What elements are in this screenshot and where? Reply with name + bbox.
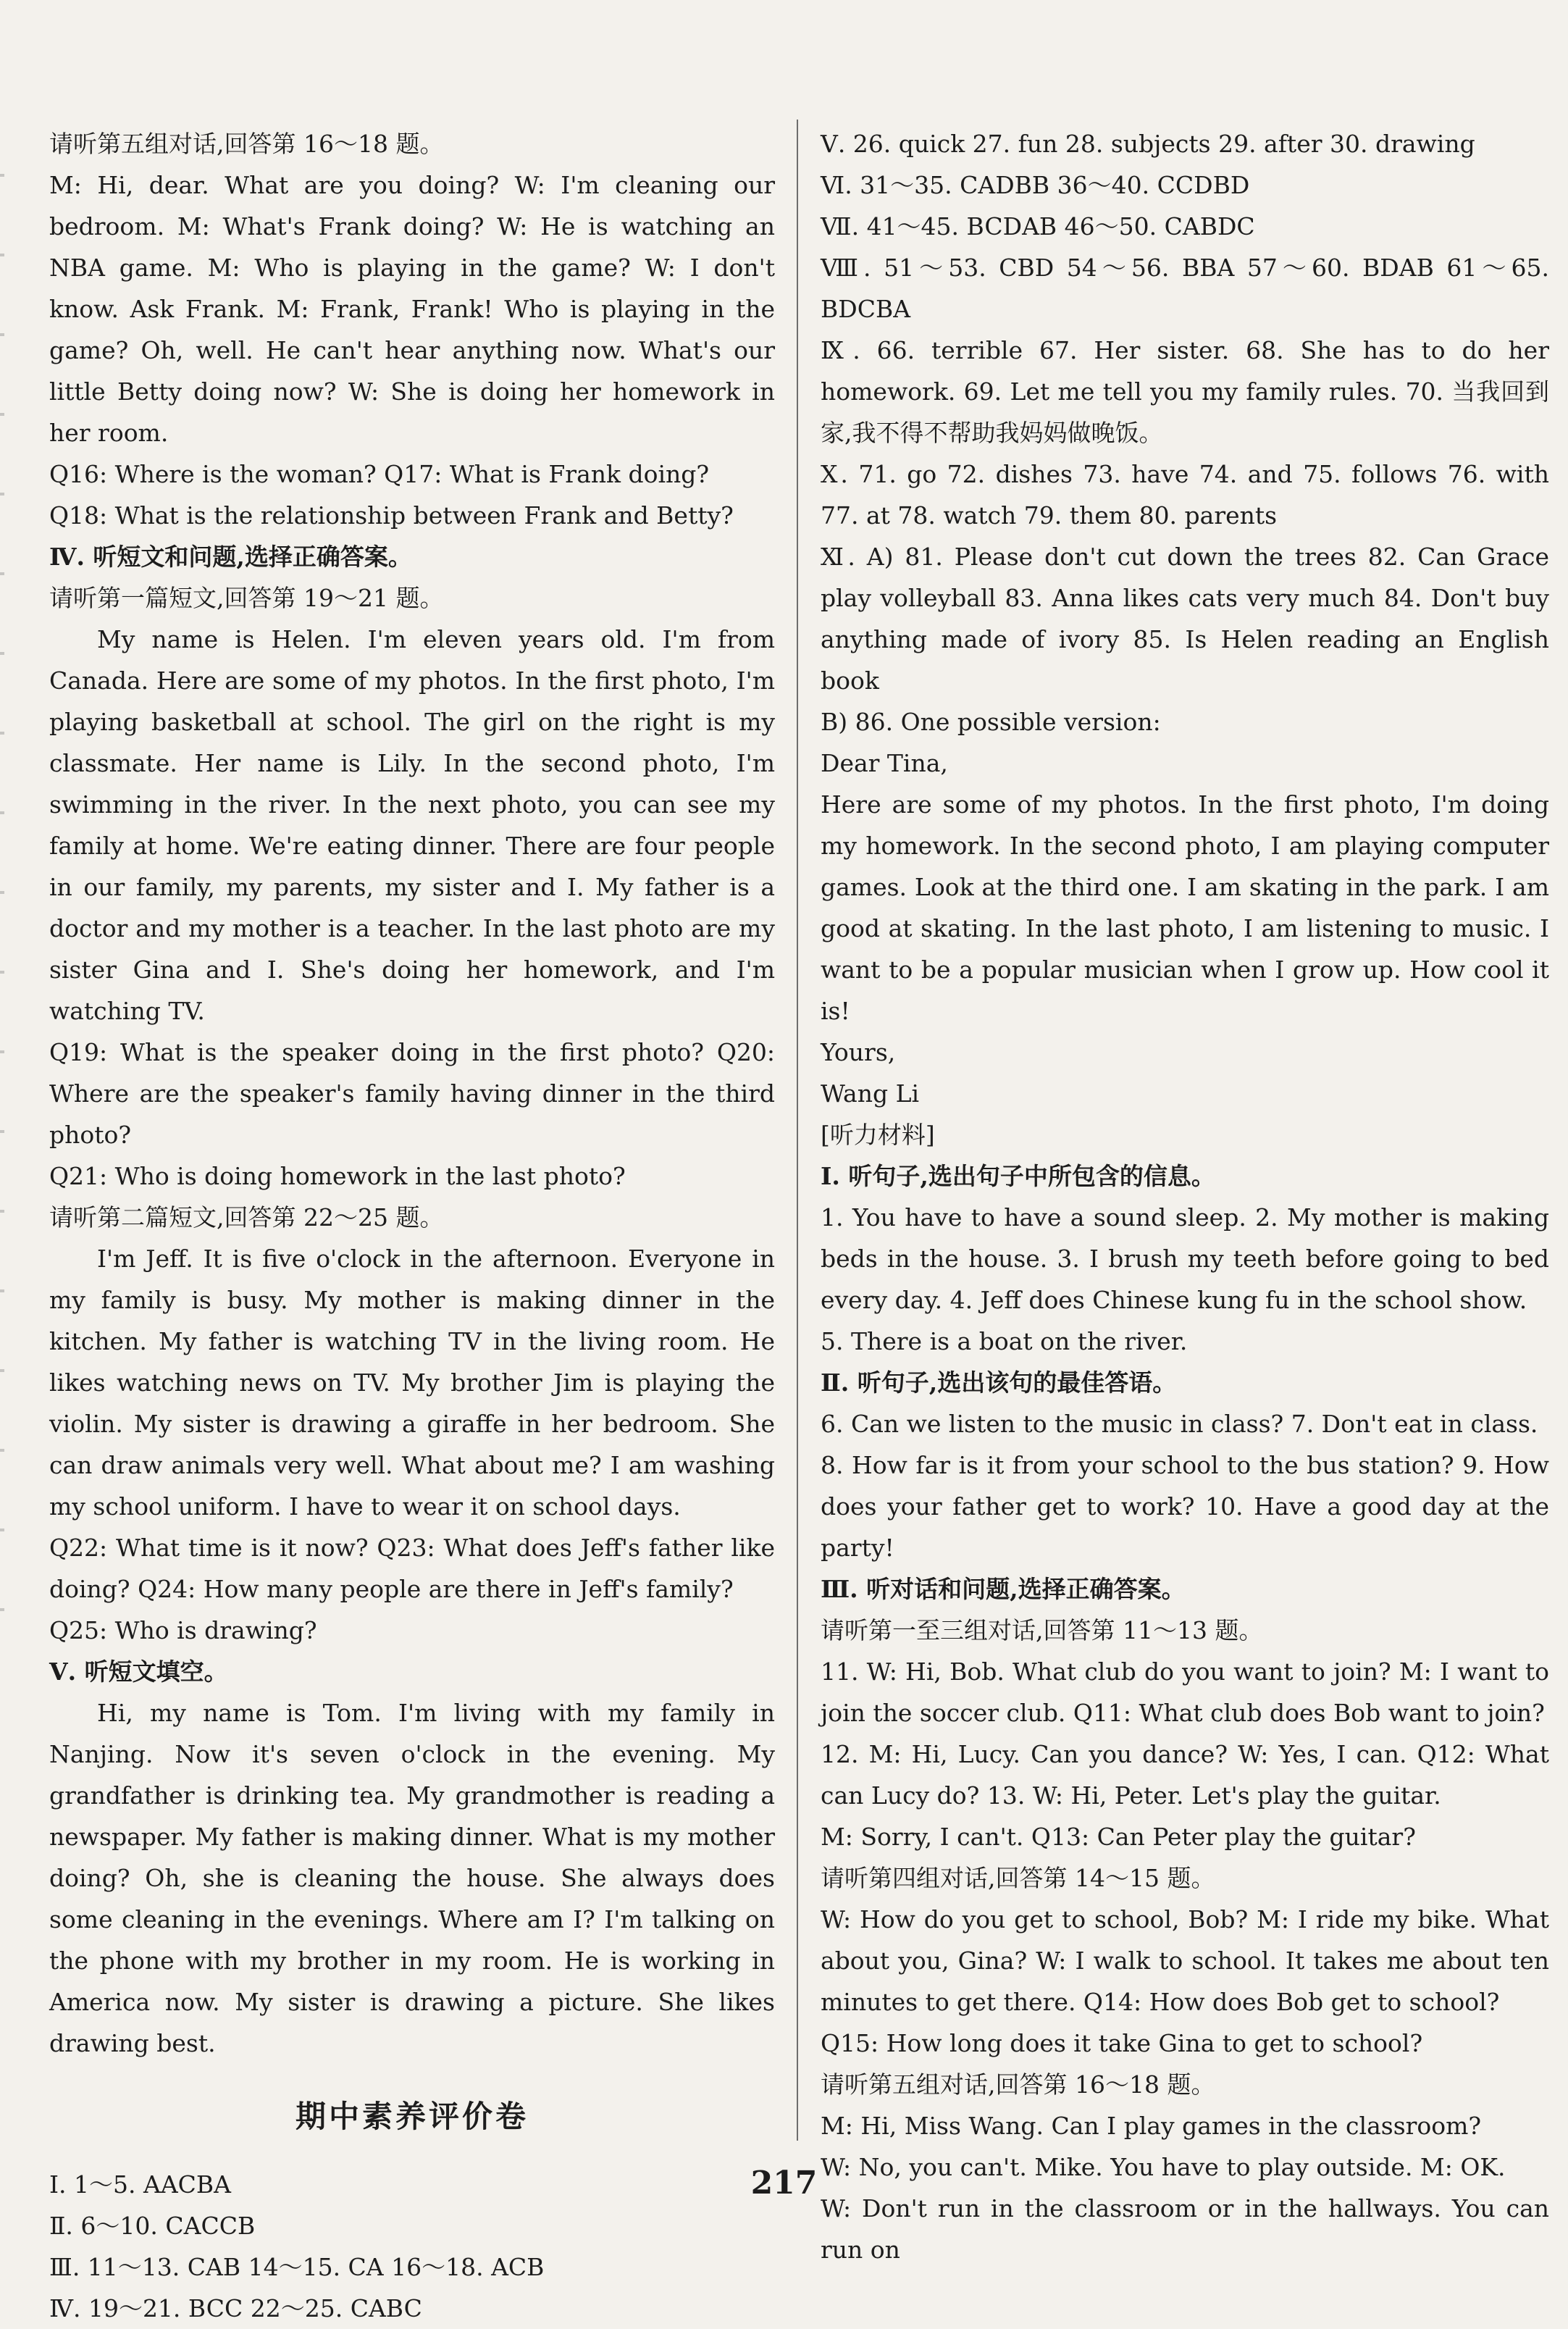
binding-marks xyxy=(0,174,4,1623)
right-paragraph: 11. W: Hi, Bob. What club do you want to join? M: I want to join the soccer club. Q11: What club does Bob want to join? xyxy=(821,1657,1549,1727)
left-paragraph: Ⅴ. 听短文填空。 xyxy=(49,1657,228,1686)
left-paragraph: 请听第二篇短文,回答第 22～25 题。 xyxy=(49,1203,444,1232)
right-paragraph: M: Hi, Miss Wang. Can I play games in the classroom? xyxy=(821,2112,1482,2140)
right-paragraph: B) 86. One possible version: xyxy=(821,708,1161,736)
section-title: 期中素养评价卷 xyxy=(295,2099,529,2134)
right-paragraph: 12. M: Hi, Lucy. Can you dance? W: Yes, I can. Q12: What can Lucy do? 13. W: Hi, Peter. Let's play the guitar. xyxy=(821,1740,1549,1810)
right-paragraph: W: Don't run in the classroom or in the hallways. You can run on xyxy=(821,2194,1549,2264)
right-paragraph: 请听第四组对话,回答第 14～15 题。 xyxy=(821,1864,1215,1892)
right-paragraph: Ⅴ. 26. quick 27. fun 28. subjects 29. after 30. drawing xyxy=(821,130,1475,158)
right-paragraph: Here are some of my photos. In the first photo, I'm doing my homework. In the second photo, I am playing computer games. Look at the third one. I am skating in the park. I am good at skating. In the last photo, I am listening to music. I want to be a popular musician when I grow up. How cool it is! xyxy=(821,790,1549,1025)
right-column xyxy=(821,123,1549,2270)
answer-line: Ⅱ. 6～10. CACCB xyxy=(49,2212,256,2240)
answer-line: Ⅲ. 11～13. CAB 14～15. CA 16～18. ACB xyxy=(49,2253,545,2281)
column-divider xyxy=(797,120,798,2141)
right-paragraph: Dear Tina, xyxy=(821,749,948,777)
right-paragraph: [听力材料] xyxy=(821,1121,935,1149)
page-number: 217 xyxy=(750,2165,818,2202)
right-paragraph: 5. There is a boat on the river. xyxy=(821,1327,1188,1355)
right-paragraph: Ⅵ. 31～35. CADBB 36～40. CCDBD xyxy=(821,171,1250,199)
right-paragraph: Ⅷ. 51～53. CBD 54～56. BBA 57～60. BDAB 61～65. BDCBA xyxy=(821,254,1549,323)
right-paragraph: Yours, xyxy=(821,1038,896,1066)
right-paragraph: M: Sorry, I can't. Q13: Can Peter play the guitar? xyxy=(821,1823,1416,1851)
right-paragraph: Ⅹ. 71. go 72. dishes 73. have 74. and 75. follows 76. with 77. at 78. watch 79. them 80. parents xyxy=(821,460,1549,530)
left-column xyxy=(49,123,775,2329)
right-paragraph: Ⅲ. 听对话和问题,选择正确答案。 xyxy=(821,1575,1186,1603)
right-paragraph: Ⅸ. 66. terrible 67. Her sister. 68. She has to do her homework. 69. Let me tell you my family rules. 70. 当我回到家,我不得不帮助我妈妈做晚饭。 xyxy=(821,336,1549,447)
right-paragraph: 6. Can we listen to the music in class? 7. Don't eat in class. xyxy=(821,1410,1538,1438)
left-paragraph: Q21: Who is doing homework in the last photo? xyxy=(49,1162,626,1190)
right-paragraph: Ⅺ. A) 81. Please don't cut down the trees 82. Can Grace play volleyball 83. Anna likes cats very much 84. Don't buy anything made of ivory 85. Is Helen reading an English book xyxy=(821,543,1549,695)
right-paragraph: W: How do you get to school, Bob? M: I ride my bike. What about you, Gina? W: I walk to school. It takes me about ten minutes to get there. Q14: How does Bob get to school? xyxy=(821,1905,1549,2016)
left-paragraph: Ⅳ. 听短文和问题,选择正确答案。 xyxy=(49,543,412,571)
left-paragraph: Q25: Who is drawing? xyxy=(49,1616,317,1644)
left-paragraph: Q19: What is the speaker doing in the first photo? Q20: Where are the speaker's family having dinner in the third photo? xyxy=(49,1038,775,1149)
right-paragraph: 请听第五组对话,回答第 16～18 题。 xyxy=(821,2070,1215,2099)
right-paragraph: Ⅱ. 听句子,选出该句的最佳答语。 xyxy=(821,1368,1177,1397)
left-paragraph: M: Hi, dear. What are you doing? W: I'm cleaning our bedroom. M: What's Frank doing? W: He is watching an NBA game. M: Who is playing in the game? W: I don't know. Ask Frank. M: Frank, Frank! Who is playing in the game? Oh, well. He can't hear anything now. What's our little Betty doing now? W: She is doing her homework in her room. xyxy=(49,171,775,447)
left-paragraph: 请听第五组对话,回答第 16～18 题。 xyxy=(49,130,444,158)
answer-line: Ⅰ. 1～5. AACBA xyxy=(49,2170,231,2199)
right-paragraph: 8. How far is it from your school to the bus station? 9. How does your father get to work? 10. Have a good day at the party! xyxy=(821,1451,1549,1562)
left-paragraph: I'm Jeff. It is five o'clock in the afternoon. Everyone in my family is busy. My mother is making dinner in the kitchen. My father is watching TV in the living room. He likes watching news on TV. My brother Jim is playing the violin. My sister is drawing a giraffe in her bedroom. She can draw animals very well. What about me? I am washing my school uniform. I have to wear it on school days. xyxy=(49,1245,775,1521)
right-paragraph: Ⅰ. 听句子,选出句子中所包含的信息。 xyxy=(821,1162,1215,1190)
right-paragraph: Q15: How long does it take Gina to get to school? xyxy=(821,2029,1423,2057)
right-paragraph: 1. You have to have a sound sleep. 2. My mother is making beds in the house. 3. I brush my teeth before going to bed every day. 4. Jeff does Chinese kung fu in the school show. xyxy=(821,1203,1549,1314)
left-paragraph: 请听第一篇短文,回答第 19～21 题。 xyxy=(49,584,444,612)
right-paragraph: Wang Li xyxy=(821,1079,920,1108)
right-paragraph: 请听第一至三组对话,回答第 11～13 题。 xyxy=(821,1616,1263,1644)
left-paragraph: Hi, my name is Tom. I'm living with my family in Nanjing. Now it's seven o'clock in the evening. My grandfather is drinking tea. My grandmother is reading a newspaper. My father is making dinner. What is my mother doing? Oh, she is cleaning the house. She always does some cleaning in the evenings. Where am I? I'm talking on the phone with my brother in my room. He is working in America now. My sister is drawing a picture. She likes drawing best. xyxy=(49,1699,775,2057)
right-paragraph: W: No, you can't. Mike. You have to play outside. M: OK. xyxy=(821,2153,1506,2181)
left-paragraph: My name is Helen. I'm eleven years old. I'm from Canada. Here are some of my photos. In the first photo, I'm playing basketball at school. The girl on the right is my classmate. Her name is Lily. In the second photo, I'm swimming in the river. In the next photo, you can see my family at home. We're eating dinner. There are four people in our family, my parents, my sister and I. My father is a doctor and my mother is a teacher. In the last photo are my sister Gina and I. She's doing her homework, and I'm watching TV. xyxy=(49,625,775,1025)
left-paragraph: Q22: What time is it now? Q23: What does Jeff's father like doing? Q24: How many people are there in Jeff's family? xyxy=(49,1534,775,1603)
right-paragraph: Ⅶ. 41～45. BCDAB 46～50. CABDC xyxy=(821,212,1255,241)
left-paragraph: Q16: Where is the woman? Q17: What is Frank doing? xyxy=(49,460,710,488)
left-paragraph: Q18: What is the relationship between Frank and Betty? xyxy=(49,501,734,530)
answer-line: Ⅳ. 19～21. BCC 22～25. CABC xyxy=(49,2294,422,2322)
